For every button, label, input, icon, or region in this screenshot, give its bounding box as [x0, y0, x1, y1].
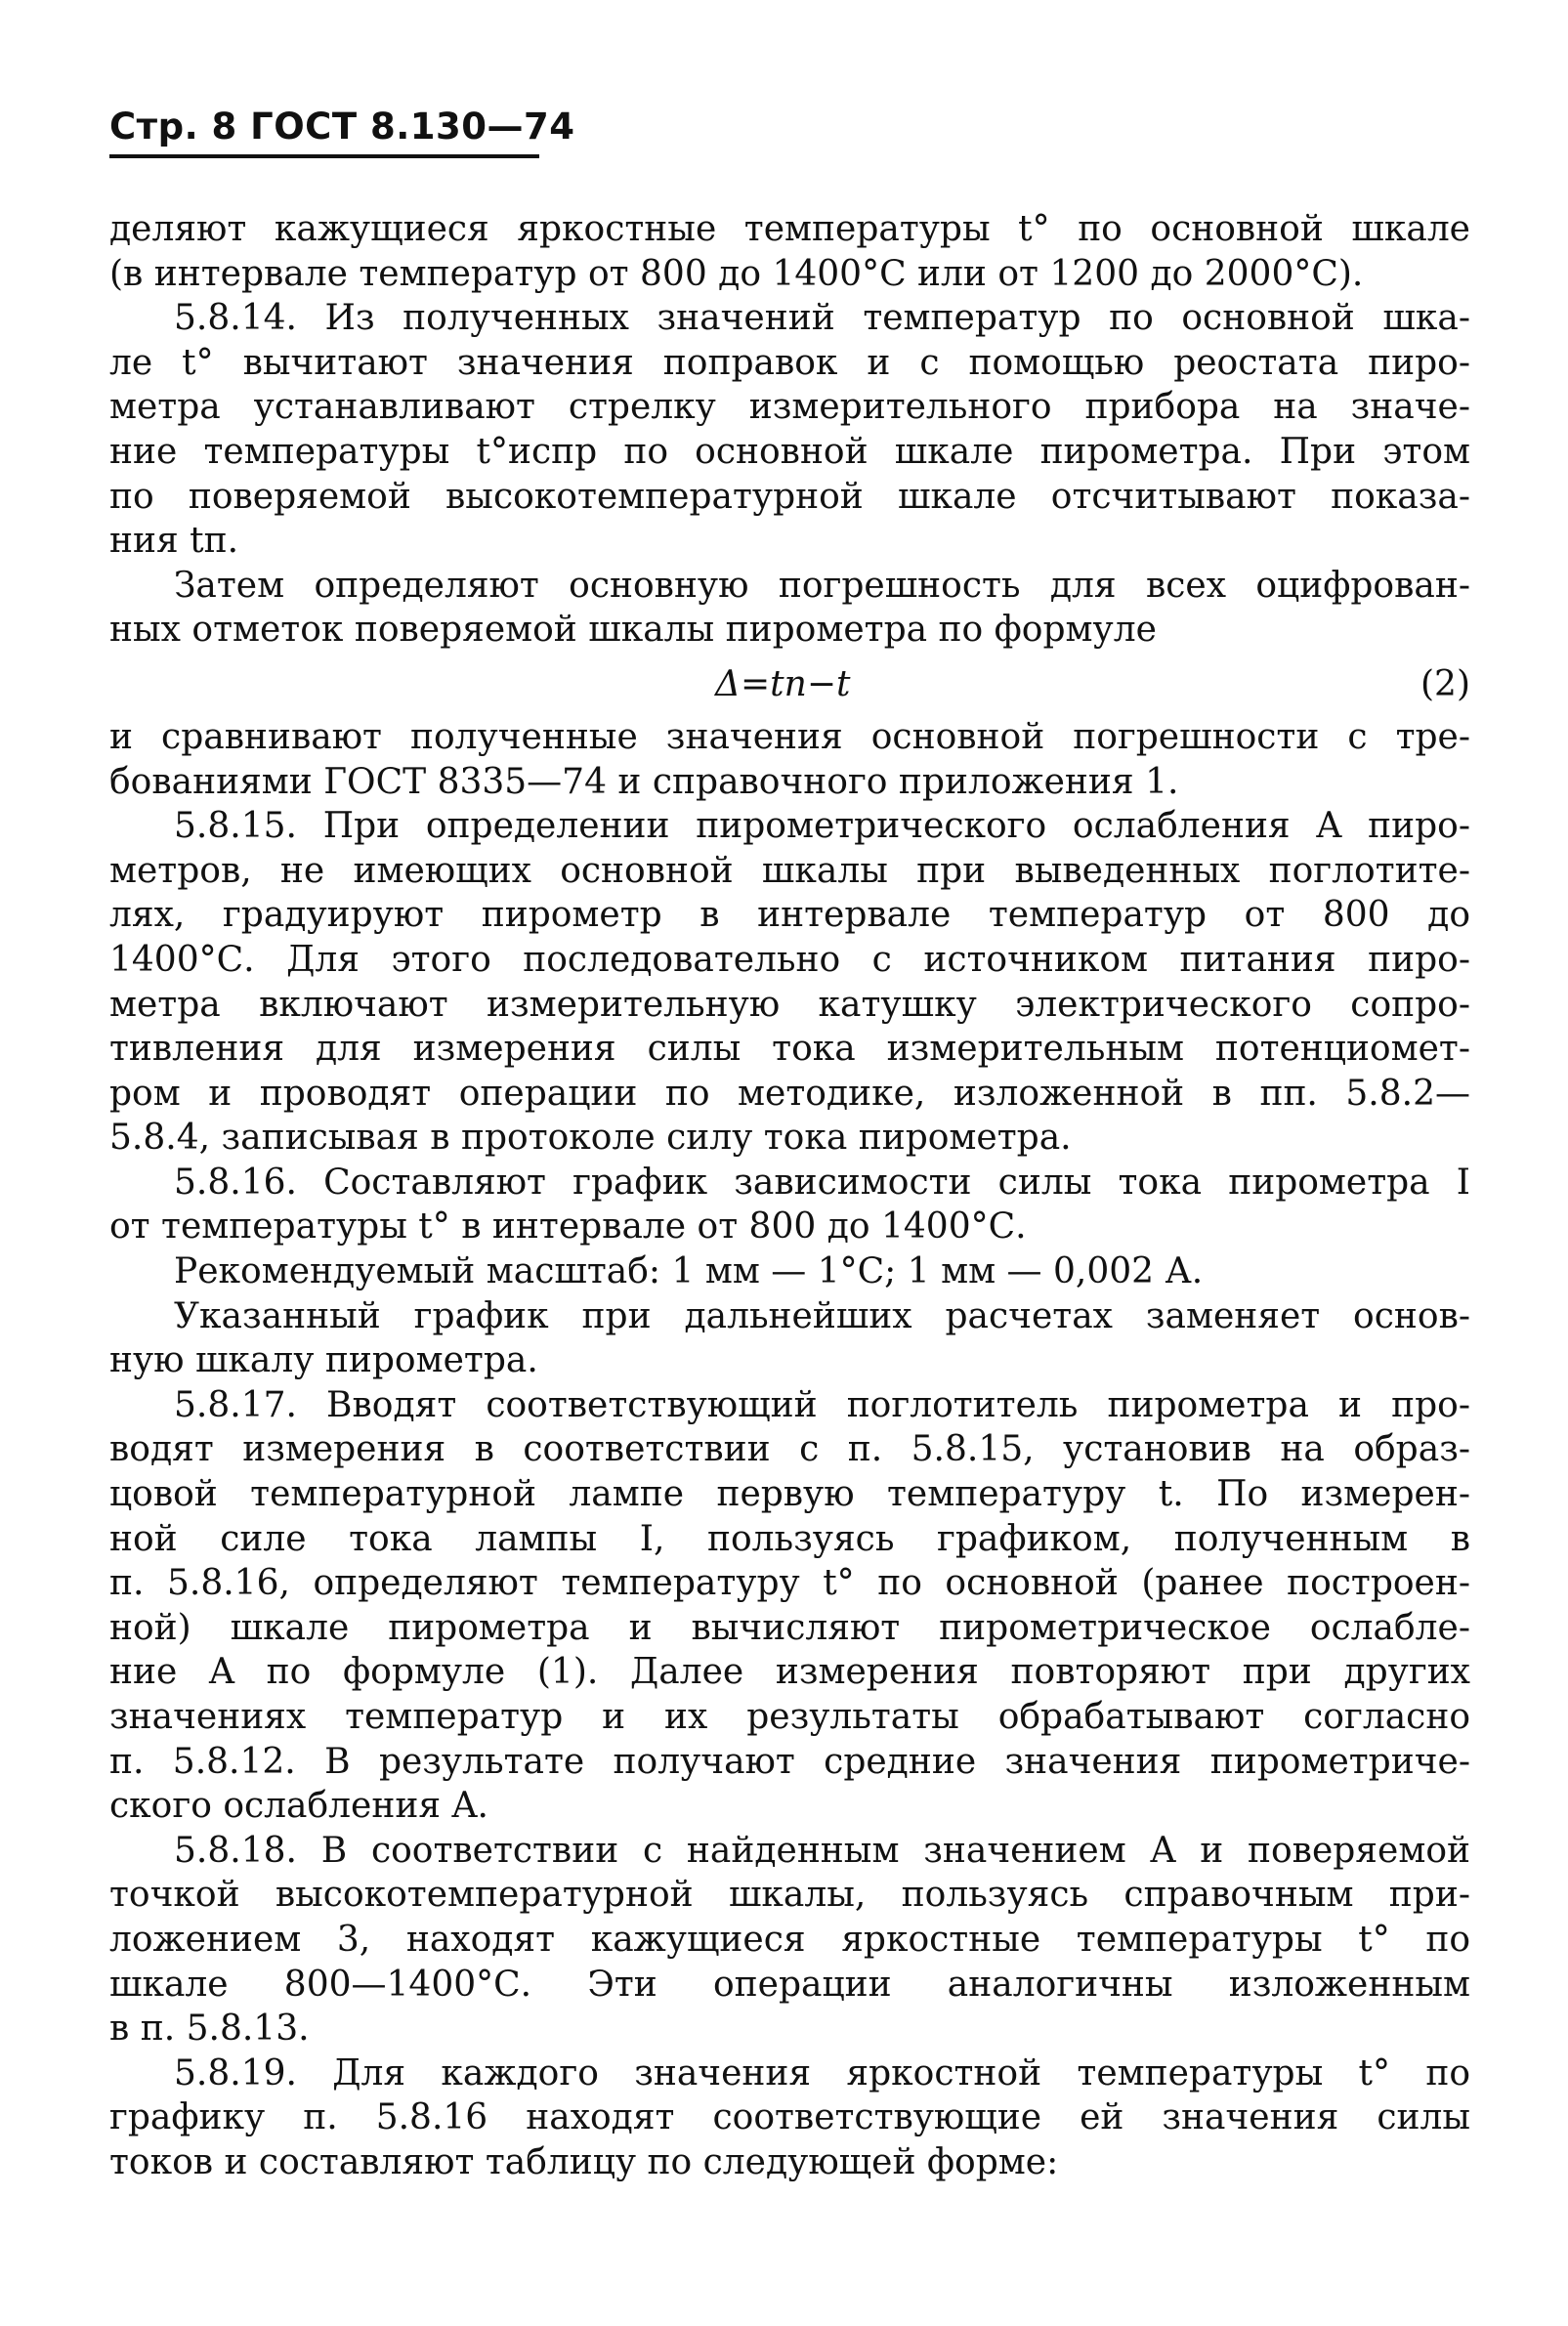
- text-block-after-formula: [109, 715, 1470, 2185]
- text-line: значениях температур и их результаты обрабатывают согласно: [109, 1697, 1470, 1737]
- header-rule: [109, 154, 539, 158]
- text-line: ского ослабления A.: [109, 1786, 488, 1827]
- page-header: [109, 106, 575, 148]
- text-line: бованиями ГОСТ 8335—74 и справочного приложения 1.: [109, 761, 1179, 802]
- text-line: метров, не имеющих основной шкалы при выведенных поглотите-: [109, 850, 1470, 891]
- text-line: ние температуры t°испр по основной шкале пирометра. При этом: [109, 431, 1470, 472]
- text-line: Затем определяют основную погрешность для всех оцифрован-: [174, 565, 1470, 606]
- text-line: (в интервале температур от 800 до 1400°С или от 1200 до 2000°С).: [109, 253, 1364, 294]
- text-line: 5.8.19. Для каждого значения яркостной температуры t° по: [174, 2052, 1470, 2093]
- text-line: ной) шкале пирометра и вычисляют пирометрическое ослабле-: [109, 1607, 1470, 1648]
- text-line: ложением 3, находят кажущиеся яркостные температуры t° по: [109, 1919, 1470, 1960]
- text-line: тивления для измерения силы тока измерительным потенциомет-: [109, 1029, 1470, 1070]
- text-line: точкой высокотемпературной шкалы, пользуясь справочным при-: [109, 1875, 1470, 1916]
- text-line: п. 5.8.12. В результате получают средние значения пирометриче-: [109, 1741, 1470, 1782]
- text-line: метра устанавливают стрелку измерительного прибора на значе-: [109, 387, 1470, 428]
- text-line: токов и составляют таблицу по следующей форме:: [109, 2141, 1059, 2182]
- text-line: 5.8.15. При определении пирометрического ослабления A пиро-: [174, 806, 1470, 847]
- text-line: 5.8.4, записывая в протоколе силу тока пирометра.: [109, 1118, 1072, 1159]
- text-line: п. 5.8.16, определяют температуру t° по основной (ранее построен-: [109, 1563, 1470, 1604]
- text-line: 5.8.17. Вводят соответствующий поглотитель пирометра и про-: [174, 1384, 1470, 1425]
- text-line: 1400°С. Для этого последовательно с источником питания пиро-: [109, 939, 1470, 980]
- text-line: и сравнивают полученные значения основной погрешности с тре-: [109, 716, 1470, 757]
- text-line: Указанный график при дальнейших расчетах заменяет основ-: [174, 1295, 1470, 1336]
- text-line: по поверяемой высокотемпературной шкале отсчитывают показа-: [109, 476, 1470, 517]
- text-line: 5.8.14. Из полученных значений температур по основной шка-: [174, 298, 1470, 339]
- text-line: лях, градуируют пирометр в интервале температур от 800 до: [109, 895, 1470, 936]
- text-line: ную шкалу пирометра.: [109, 1340, 538, 1381]
- text-line: графику п. 5.8.16 находят соответствующие ей значения силы: [109, 2097, 1470, 2138]
- body-text: [109, 207, 1470, 2185]
- text-line: метра включают измерительную катушку электрического сопро-: [109, 984, 1470, 1025]
- formula-expression: Δ=tп−t: [715, 663, 851, 704]
- text-line: Рекомендуемый масштаб: 1 мм — 1°С; 1 мм — 0,002 А.: [174, 1251, 1204, 1292]
- text-line: в п. 5.8.13.: [109, 2009, 310, 2050]
- text-line: ния tп.: [109, 521, 239, 562]
- page-header-label: Стр. 8 ГОСТ 8.130—74: [109, 106, 575, 148]
- text-line: 5.8.16. Составляют график зависимости силы тока пирометра I: [174, 1162, 1470, 1203]
- text-block-before-formula: [109, 207, 1470, 653]
- formula-number: (2): [1420, 663, 1470, 704]
- text-line: 5.8.18. В соответствии с найденным значением A и поверяемой: [174, 1830, 1470, 1871]
- text-line: ние A по формуле (1). Далее измерения повторяют при других: [109, 1652, 1470, 1693]
- text-line: шкале 800—1400°С. Эти операции аналогичны изложенным: [109, 1964, 1470, 2005]
- text-line: ных отметок поверяемой шкалы пирометра по формуле: [109, 610, 1157, 651]
- text-line: деляют кажущиеся яркостные температуры t° по основной шкале: [109, 209, 1470, 249]
- text-line: цовой температурной лампе первую температуру t. По измерен-: [109, 1474, 1470, 1515]
- formula-row: [109, 653, 1470, 715]
- text-line: от температуры t° в интервале от 800 до 1400°С.: [109, 1206, 1027, 1248]
- text-line: водят измерения в соответствии с п. 5.8.15, установив на образ-: [109, 1429, 1470, 1470]
- text-line: ром и проводят операции по методике, изложенной в пп. 5.8.2—: [109, 1073, 1470, 1114]
- text-line: ле t° вычитают значения поправок и с помощью реостата пиро-: [109, 342, 1470, 383]
- text-line: ной силе тока лампы I, пользуясь графиком, полученным в: [109, 1518, 1470, 1559]
